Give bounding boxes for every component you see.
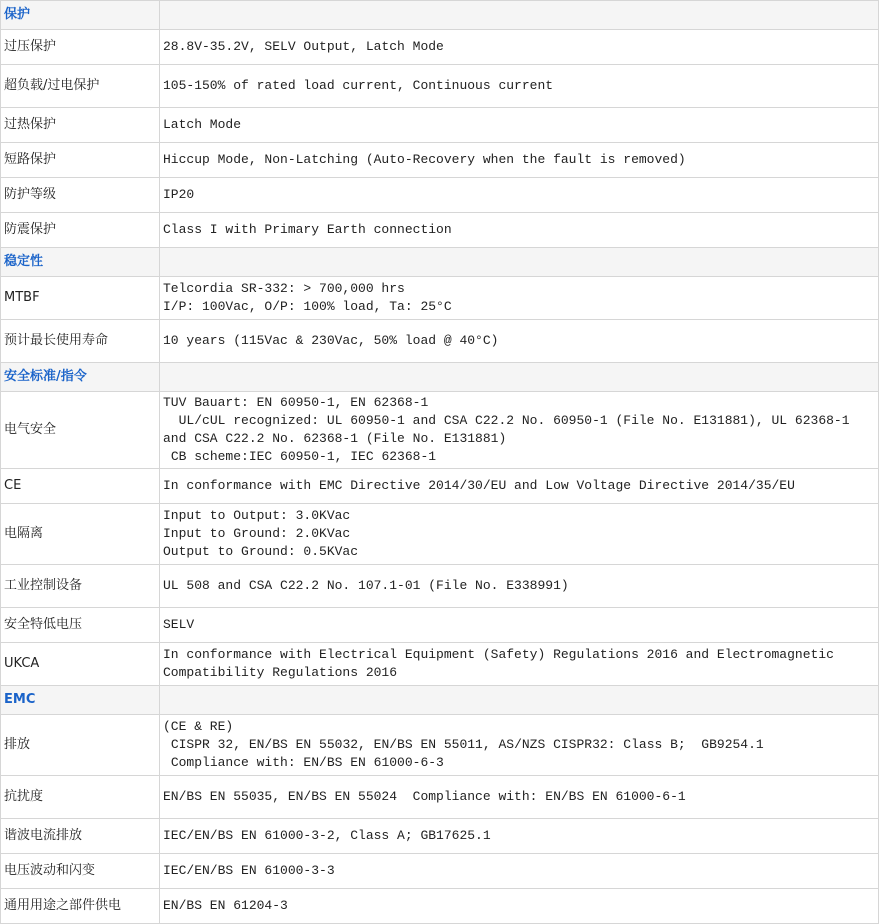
table-row <box>1 715 879 776</box>
table-row <box>1 608 879 643</box>
row-value: SELV <box>160 608 879 643</box>
section-title: 稳定性 <box>1 248 160 277</box>
table-row <box>1 469 879 504</box>
table-row <box>1 143 879 178</box>
section-empty-cell <box>160 363 879 392</box>
row-value: In conformance with Electrical Equipment (Safety) Regulations 2016 and Electromagnetic Compatibility Regulations 2016 <box>160 643 879 686</box>
section-header-reliability <box>1 248 879 277</box>
row-value: TUV Bauart: EN 60950-1, EN 62368-1 UL/cUL recognized: UL 60950-1 and CSA C22.2 No. 60950-1 (File No. E131881), UL 62368-1 and CSA C22.2 No. 62368-1 (File No. E131881) CB scheme:IEC 60950-1, IEC 62368-1 <box>160 392 879 469</box>
table-row <box>1 819 879 854</box>
row-label: 安全特低电压 <box>1 608 160 643</box>
section-empty-cell <box>160 686 879 715</box>
row-value: EN/BS EN 61204-3 <box>160 889 879 924</box>
table-row <box>1 108 879 143</box>
row-value: IEC/EN/BS EN 61000-3-2, Class A; GB17625.1 <box>160 819 879 854</box>
row-label: 过热保护 <box>1 108 160 143</box>
table-row <box>1 213 879 248</box>
row-value: 105-150% of rated load current, Continuous current <box>160 65 879 108</box>
section-title: 安全标准/指令 <box>1 363 160 392</box>
row-value: Class I with Primary Earth connection <box>160 213 879 248</box>
row-value: Hiccup Mode, Non-Latching (Auto-Recovery when the fault is removed) <box>160 143 879 178</box>
row-value: (CE & RE) CISPR 32, EN/BS EN 55032, EN/BS EN 55011, AS/NZS CISPR32: Class B; GB9254.1 Compliance with: EN/BS EN 61000-6-3 <box>160 715 879 776</box>
table-row <box>1 392 879 469</box>
table-row <box>1 320 879 363</box>
row-value: EN/BS EN 55035, EN/BS EN 55024 Compliance with: EN/BS EN 61000-6-1 <box>160 776 879 819</box>
row-value: UL 508 and CSA C22.2 No. 107.1-01 (File No. E338991) <box>160 565 879 608</box>
table-row <box>1 854 879 889</box>
row-label: 抗扰度 <box>1 776 160 819</box>
table-row <box>1 565 879 608</box>
row-label: 通用用途之部件供电 <box>1 889 160 924</box>
row-label: MTBF <box>1 277 160 320</box>
row-label: 电隔离 <box>1 504 160 565</box>
row-label: 短路保护 <box>1 143 160 178</box>
row-value: Input to Output: 3.0KVac Input to Ground: 2.0KVac Output to Ground: 0.5KVac <box>160 504 879 565</box>
row-label: UKCA <box>1 643 160 686</box>
row-label: 防护等级 <box>1 178 160 213</box>
row-label: 电气安全 <box>1 392 160 469</box>
row-value: In conformance with EMC Directive 2014/30/EU and Low Voltage Directive 2014/35/EU <box>160 469 879 504</box>
row-label: 超负载/过电保护 <box>1 65 160 108</box>
section-title: 保护 <box>1 1 160 30</box>
row-label: 工业控制设备 <box>1 565 160 608</box>
section-title: EMC <box>1 686 160 715</box>
section-header-protection <box>1 1 879 30</box>
table-row <box>1 504 879 565</box>
section-empty-cell <box>160 248 879 277</box>
table-row <box>1 889 879 924</box>
row-label: CE <box>1 469 160 504</box>
table-row <box>1 776 879 819</box>
table-row <box>1 65 879 108</box>
row-label: 电压波动和闪变 <box>1 854 160 889</box>
table-row <box>1 30 879 65</box>
row-label: 防震保护 <box>1 213 160 248</box>
row-label: 谐波电流排放 <box>1 819 160 854</box>
row-value: IP20 <box>160 178 879 213</box>
section-header-emc <box>1 686 879 715</box>
row-value: 28.8V-35.2V, SELV Output, Latch Mode <box>160 30 879 65</box>
row-value: Latch Mode <box>160 108 879 143</box>
row-label: 过压保护 <box>1 30 160 65</box>
section-empty-cell <box>160 1 879 30</box>
section-header-safety <box>1 363 879 392</box>
row-label: 排放 <box>1 715 160 776</box>
row-value: IEC/EN/BS EN 61000-3-3 <box>160 854 879 889</box>
table-row <box>1 277 879 320</box>
table-row <box>1 643 879 686</box>
table-row <box>1 178 879 213</box>
row-value: 10 years (115Vac & 230Vac, 50% load @ 40°C) <box>160 320 879 363</box>
row-value: Telcordia SR-332: > 700,000 hrs I/P: 100Vac, O/P: 100% load, Ta: 25°C <box>160 277 879 320</box>
row-label: 预计最长使用寿命 <box>1 320 160 363</box>
